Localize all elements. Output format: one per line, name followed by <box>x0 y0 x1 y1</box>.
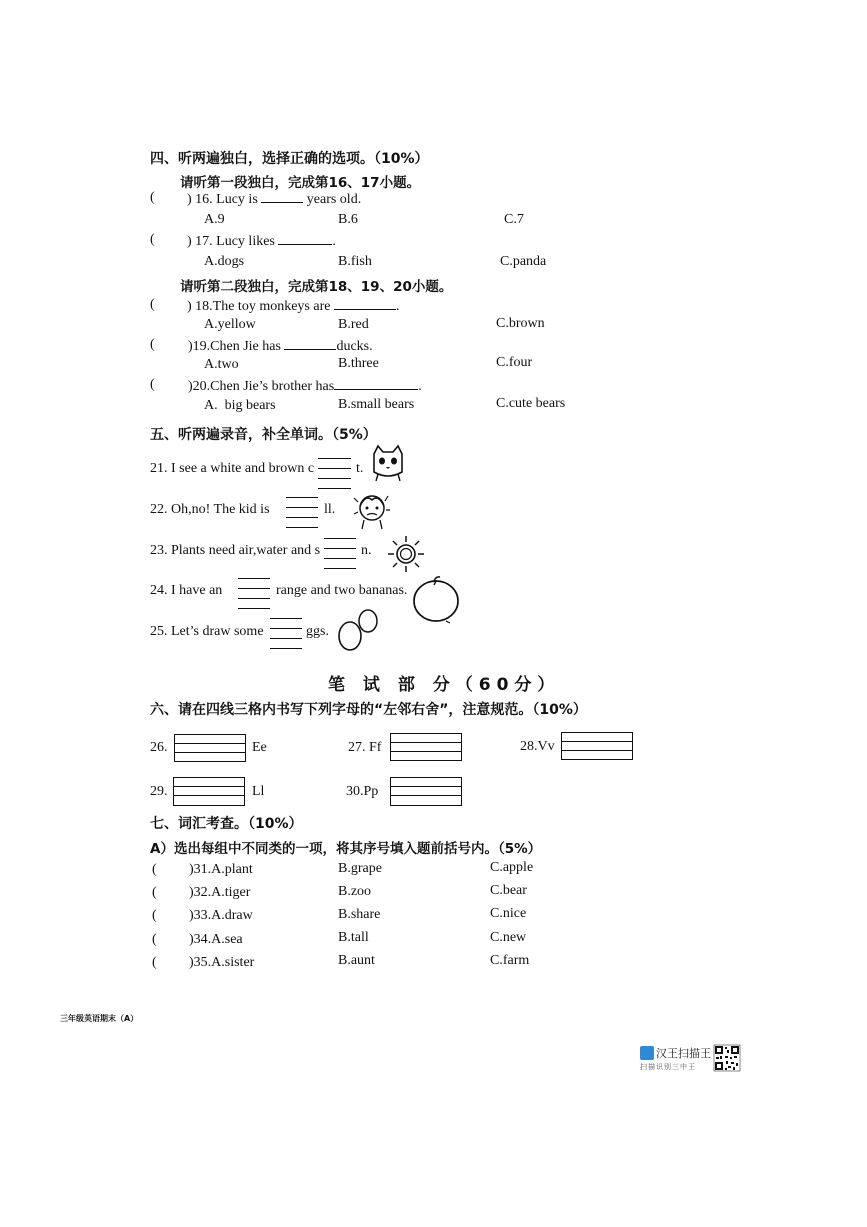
option-b: B.grape <box>338 861 382 876</box>
option-c: C.apple <box>490 860 534 875</box>
orange-icon <box>410 573 462 625</box>
four-line-blank[interactable] <box>270 618 302 648</box>
section-4-part1: 请听第一段独白，完成第16、17小题。 <box>180 175 421 191</box>
answer-paren: ( <box>150 232 155 247</box>
answer-paren: ( <box>152 955 157 970</box>
question-33: )33.A.draw <box>189 908 253 923</box>
option-a: A.dogs <box>204 254 245 269</box>
question-20: )20.Chen Jie’s brother has . <box>188 379 422 394</box>
section-5-heading: 五、听两遍录音，补全单词。（5%） <box>150 427 377 443</box>
section-4-part2: 请听第二段独白，完成第18、19、20小题。 <box>180 279 453 295</box>
cat-icon <box>370 446 406 482</box>
option-c: C.four <box>496 355 533 370</box>
question-34: )34.A.sea <box>189 932 243 947</box>
option-b: B.small bears <box>338 397 415 412</box>
section-7-sub-a: A）选出每组中不同类的一项，将其序号填入题前括号内。（5%） <box>150 841 542 857</box>
option-b: B.red <box>338 317 369 332</box>
option-a: A.two <box>204 357 239 372</box>
scanner-caption: 扫描识别三中王 <box>640 1063 696 1071</box>
four-line-grid[interactable] <box>174 734 246 762</box>
item-21-post: t. <box>356 461 364 476</box>
scanner-brand: 汉王扫描王 <box>656 1047 711 1060</box>
option-c: C.cute bears <box>496 396 566 411</box>
answer-paren: ( <box>150 190 155 205</box>
answer-paren: ( <box>152 885 157 900</box>
question-19: )19.Chen Jie has ducks. <box>188 339 373 354</box>
four-line-grid[interactable] <box>561 732 633 760</box>
item-24-post: range and two bananas. <box>276 583 408 598</box>
option-c: C.7 <box>504 212 524 227</box>
answer-paren: ( <box>150 297 155 312</box>
four-line-blank[interactable] <box>286 497 318 527</box>
option-b: B.zoo <box>338 884 372 899</box>
item-30-num: 30.Pp <box>346 784 379 799</box>
item-25-pre: 25. Let’s draw some <box>150 624 264 639</box>
question-16: ) 16. Lucy is years old. <box>187 192 362 207</box>
option-c: C.bear <box>490 883 527 898</box>
question-32: )32.A.tiger <box>189 885 251 900</box>
item-29-letters: Ll <box>252 784 265 799</box>
item-26-letters: Ee <box>252 740 267 755</box>
option-b: B.tall <box>338 930 369 945</box>
question-31: )31.A.plant <box>189 862 253 877</box>
eggs-icon <box>335 608 383 654</box>
qr-code-icon <box>714 1045 740 1071</box>
item-27-num: 27. Ff <box>348 740 382 755</box>
answer-blank[interactable] <box>334 297 396 310</box>
question-18: ) 18.The toy monkeys are . <box>187 299 400 314</box>
option-b: B.fish <box>338 254 372 269</box>
written-part-title: 笔 试 部 分（60分） <box>328 675 561 695</box>
scanner-logo-icon <box>640 1046 654 1060</box>
four-line-blank[interactable] <box>324 538 356 568</box>
answer-blank[interactable] <box>261 190 303 203</box>
sun-icon <box>386 534 426 574</box>
item-25-post: ggs. <box>306 624 329 639</box>
answer-blank[interactable] <box>278 232 332 245</box>
option-b: B.6 <box>338 212 358 227</box>
option-c: C.brown <box>496 316 545 331</box>
item-23-pre: 23. Plants need air,water and s <box>150 543 321 558</box>
item-26-num: 26. <box>150 740 168 755</box>
answer-paren: ( <box>152 932 157 947</box>
option-a: A. big bears <box>204 398 276 413</box>
section-4-heading: 四、听两遍独白，选择正确的选项。（10%） <box>150 151 429 167</box>
four-line-grid[interactable] <box>390 733 462 761</box>
option-a: A.9 <box>204 212 225 227</box>
option-c: C.nice <box>490 906 527 921</box>
option-c: C.farm <box>490 953 530 968</box>
page-footer: 三年级英语期末（A） <box>60 1014 139 1023</box>
four-line-grid[interactable] <box>173 777 245 806</box>
option-b: B.three <box>338 356 379 371</box>
section-7-heading: 七、词汇考查。（10%） <box>150 816 303 832</box>
answer-paren: ( <box>150 337 155 352</box>
item-24-pre: 24. I have an <box>150 583 223 598</box>
four-line-blank[interactable] <box>318 458 351 488</box>
sick-kid-icon <box>352 490 392 530</box>
four-line-grid[interactable] <box>390 777 462 806</box>
answer-paren: ( <box>150 377 155 392</box>
answer-blank[interactable] <box>334 377 418 390</box>
option-a: A.yellow <box>204 317 256 332</box>
four-line-blank[interactable] <box>238 578 270 608</box>
item-21-pre: 21. I see a white and brown c <box>150 461 315 476</box>
question-35: )35.A.sister <box>189 955 255 970</box>
item-28-num: 28.Vv <box>520 739 555 754</box>
option-c: C.new <box>490 930 527 945</box>
option-c: C.panda <box>500 254 547 269</box>
item-22-pre: 22. Oh,no! The kid is <box>150 502 270 517</box>
answer-paren: ( <box>152 908 157 923</box>
option-b: B.aunt <box>338 953 375 968</box>
question-17: ) 17. Lucy likes . <box>187 234 336 249</box>
option-b: B.share <box>338 907 381 922</box>
item-29-num: 29. <box>150 784 168 799</box>
answer-blank[interactable] <box>284 337 336 350</box>
answer-paren: ( <box>152 862 157 877</box>
item-23-post: n. <box>361 543 372 558</box>
section-6-heading: 六、请在四线三格内书写下列字母的“左邻右舍”，注意规范。（10%） <box>150 702 587 718</box>
item-22-post: ll. <box>324 502 336 517</box>
